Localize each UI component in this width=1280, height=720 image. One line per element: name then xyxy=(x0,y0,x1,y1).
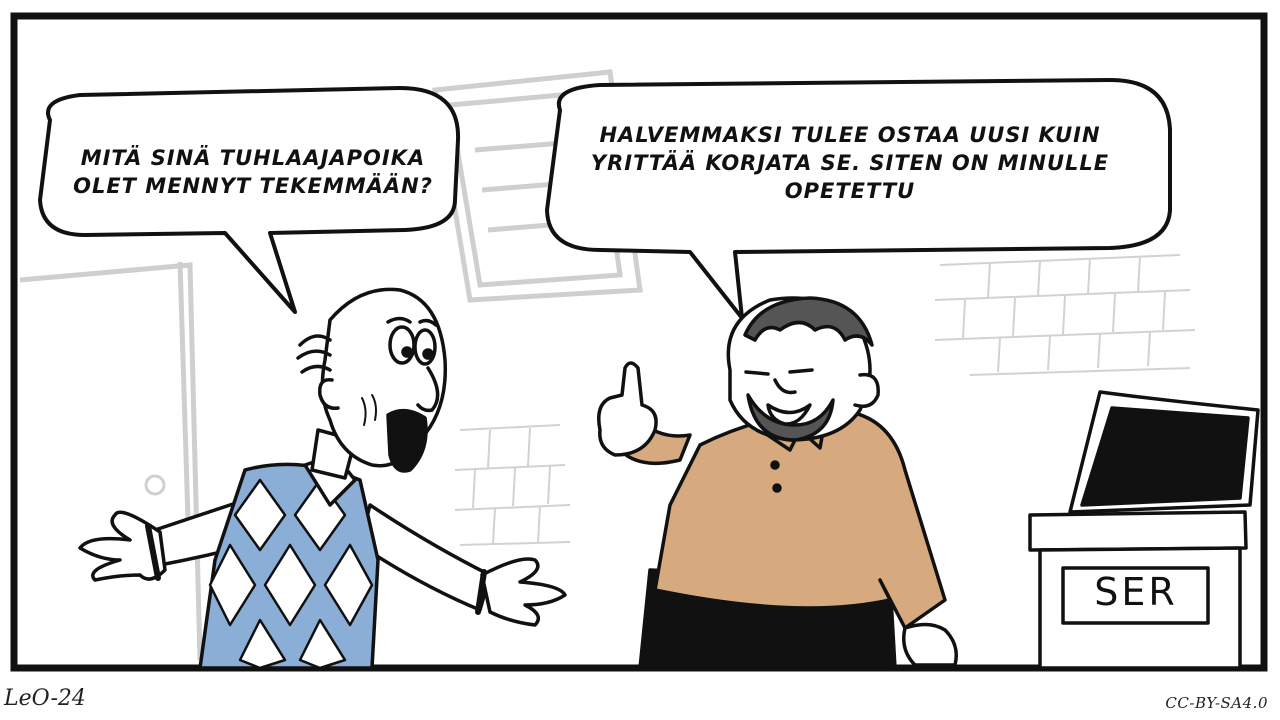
author-signature: LeO-24 xyxy=(4,686,86,711)
license-label: CC-BY-SA4.0 xyxy=(1165,694,1268,712)
speech-text-left: MITÄ SINÄ TUHLAAJAPOIKA OLET MENNYT TEKEMMÄÄN? xyxy=(73,146,433,198)
bin-label: SER xyxy=(1094,570,1178,614)
speech-text-right: HALVEMMAKSI TULEE OSTAA UUSI KUIN YRITTÄÄ KORJATA SE. SITEN ON MINULLE OPETETTU xyxy=(590,123,1110,203)
